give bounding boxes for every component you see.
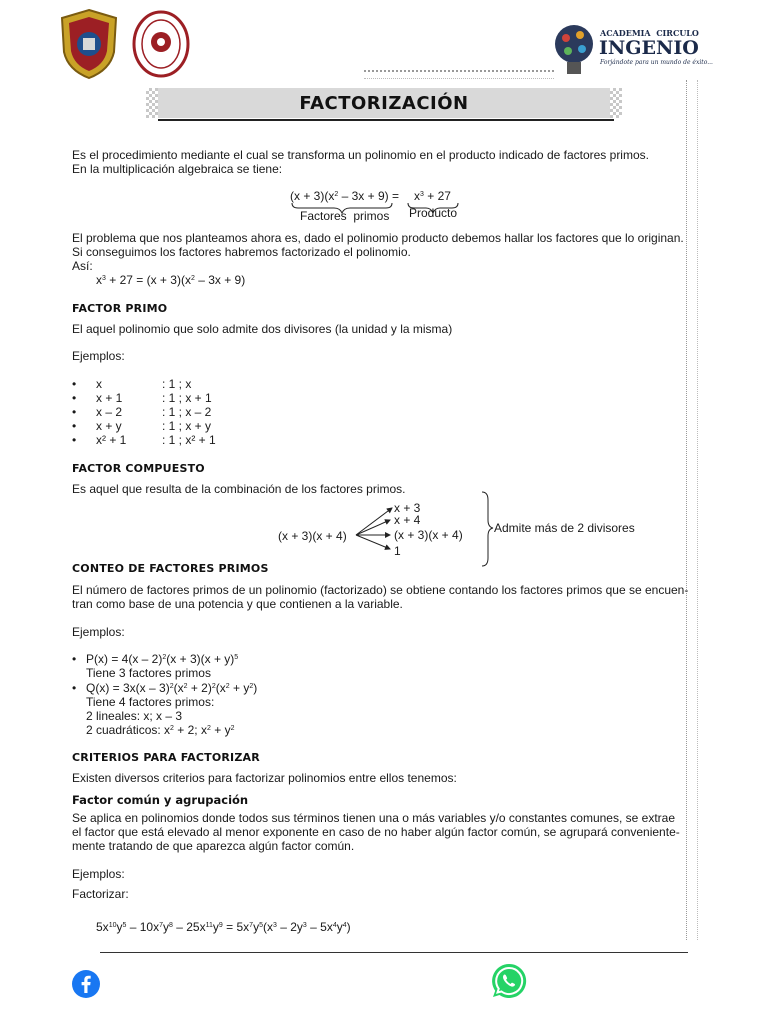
list-item: • $Q(x) = 3x(x - 3)^2(x^2 + 2)^2(x^2 + y^2)$ (72, 681, 258, 695)
lightbulb-icon (552, 22, 596, 78)
criterios-line2: el factor que está elevado al menor exponente en caso de no haber algún factor común, se agrupará conveniente- (72, 825, 680, 839)
subheading-factor-comun: Factor común y agrupación (72, 793, 249, 807)
header-fine-print (364, 70, 554, 79)
conteo-ex2-note3: 2 cuadráticos: $x^2 + 2$; $x^2 + y^2$ (86, 723, 235, 737)
heading-factor-compuesto: FACTOR COMPUESTO (72, 462, 205, 475)
criterios-line1: Se aplica en polinomios donde todos sus términos tienen una o más variables y/o constantes comunes, se extrae (72, 811, 676, 825)
list-item: • x + 1 : 1 ; x + 1 (72, 391, 212, 405)
academy-line1: ACADEMIA CIRCULO (600, 28, 699, 38)
conteo-ex1-note: Tiene 3 factores primos (86, 666, 211, 680)
academy-tagline: Forjándote para un mundo de éxito... (600, 59, 713, 66)
conteo-ex2-note2: 2 lineales: x; x – 3 (86, 709, 183, 723)
label-factors: Factores primos (300, 209, 390, 223)
factor-compuesto-diagram (276, 490, 646, 560)
eq-right: $x^3 + 27$ (414, 189, 451, 203)
conteo-line2: tran como base de una potencia y que contienen a la variable. (72, 597, 403, 611)
list-item: • x : 1 ; x (72, 377, 192, 391)
academy-logo (552, 22, 713, 80)
facebook-icon[interactable] (71, 969, 101, 999)
intro-line3: El problema que nos planteamos ahora es, dado el polinomio producto debemos hallar los factores que lo originan. (72, 231, 684, 245)
diagram-note: Admite más de 2 divisores (494, 521, 635, 535)
right-brace (480, 490, 494, 570)
list-item: • x – 2 : 1 ; x – 2 (72, 405, 212, 419)
intro-equation (290, 189, 470, 225)
conteo-ex2-note1: Tiene 4 factores primos: (86, 695, 215, 709)
title-decoration-right (610, 88, 622, 118)
diagram-target: x + 4 (394, 513, 421, 527)
side-fine-print (686, 80, 698, 940)
criterios-final-eq: $5x^{10}y^5 - 10x^7y^8 - 25x^{11}y^9 = 5x^7y^5(x^3 - 2y^3 - 5x^4y^4)$ (96, 920, 351, 934)
intro-line4: Si conseguimos los factores habremos factorizado el polinomio. (72, 245, 411, 259)
academy-line2: INGENIO (599, 37, 699, 59)
title-decoration-left (146, 88, 158, 118)
factor-primo-definition: El aquel polinomio que solo admite dos divisores (la unidad y la misma) (72, 322, 453, 336)
whatsapp-icon[interactable] (490, 962, 528, 1000)
criterios-line3: mente tratando de que aparezca algún factor común. (72, 839, 355, 853)
intro-line1: Es el procedimiento mediante el cual se transforma un polinomio en el producto indicado de factores primos. (72, 148, 649, 162)
intro-line5: Así: (72, 259, 93, 273)
heading-conteo: CONTEO DE FACTORES PRIMOS (72, 562, 269, 575)
intro-eq2: $x^3 + 27 = (x + 3)(x^2 - 3x + 9)$ (96, 273, 246, 287)
eq-left: $(x + 3)(x^2 - 3x + 9)$ = (290, 189, 399, 203)
diagram-source: (x + 3)(x + 4) (278, 529, 347, 543)
list-item: • $P(x) = 4(x - 2)^2(x + 3)(x + y)^5$ (72, 652, 239, 666)
list-item: • x + y : 1 ; x + y (72, 419, 212, 433)
title-underline (158, 119, 614, 121)
criterios-examples-label: Ejemplos: (72, 867, 125, 881)
heading-factor-primo: FACTOR PRIMO (72, 302, 168, 315)
conteo-line1: El número de factores primos de un polinomio (factorizado) se obtiene contando los factores primos que se encuen- (72, 583, 689, 597)
factor-primo-examples-label: Ejemplos: (72, 349, 125, 363)
heading-criterios: CRITERIOS PARA FACTORIZAR (72, 751, 260, 764)
university-seal-logo (132, 10, 190, 78)
diagram-target: (x + 3)(x + 4) (394, 528, 463, 542)
intro-line2: En la multiplicación algebraica se tiene: (72, 162, 283, 176)
page-title: FACTORIZACIÓN (299, 93, 469, 114)
criterios-intro: Existen diversos criterios para factorizar polinomios entre ellos tenemos: (72, 771, 457, 785)
factor-compuesto-definition: Es aquel que resulta de la combinación de los factores primos. (72, 482, 406, 496)
diagram-target: x + 3 (394, 501, 421, 515)
diagram-target: 1 (394, 544, 401, 558)
list-item: • x² + 1 : 1 ; x² + 1 (72, 433, 216, 447)
conteo-examples-label: Ejemplos: (72, 625, 125, 639)
label-product: Producto (409, 206, 458, 220)
footer-rule (100, 952, 688, 953)
criterios-factorizar: Factorizar: (72, 887, 129, 901)
university-crest-logo (58, 8, 120, 80)
